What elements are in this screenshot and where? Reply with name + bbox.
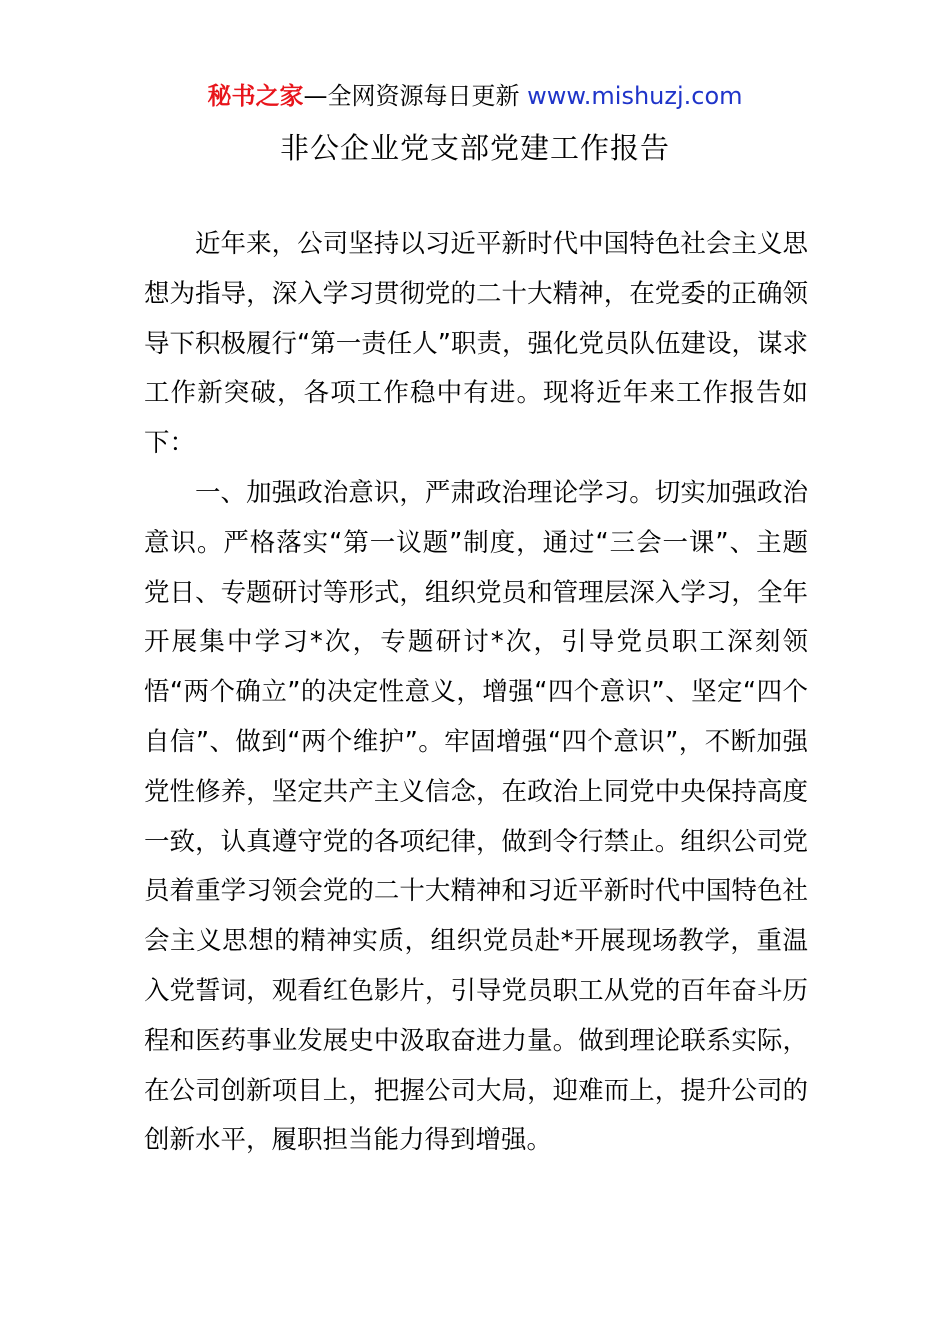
document-body: [144, 220, 808, 1166]
paragraph-intro: 近年来，公司坚持以习近平新时代中国特色社会主义思想为指导，深入学习贯彻党的二十大精神，在党委的正确领导下积极履行“第一责任人”职责，强化党员队伍建设，谋求工作新突破，各项工作稳中有进。现将近年来工作报告如下：: [144, 229, 808, 459]
site-header: [0, 80, 950, 112]
site-tagline: —全网资源每日更新: [303, 82, 528, 110]
document-title: 非公企业党支部党建工作报告: [279, 131, 670, 165]
paragraph-section-one: 一、加强政治意识，严肃政治理论学习。切实加强政治意识。严格落实“第一议题”制度，通过“三会一课”、主题党日、专题研讨等形式，组织党员和管理层深入学习，全年开展集中学习*次，专题研讨*次，引导党员职工深刻领悟“两个确立”的决定性意义，增强“四个意识”、坚定“四个自信”、做到“两个维护”。牢固增强“四个意识”，不断加强党性修养，坚定共产主义信念，在政治上同党中央保持高度一致，认真遵守党的各项纪律，做到令行禁止。组织公司党员着重学习领会党的二十大精神和习近平新时代中国特色社会主义思想的精神实质，组织党员赴*开展现场教学，重温入党誓词，观看红色影片，引导党员职工从党的百年奋斗历程和医药事业发展史中汲取奋进力量。做到理论联系实际，在公司创新项目上，把握公司大局，迎难而上，提升公司的创新水平，履职担当能力得到增强。: [144, 477, 808, 1156]
site-url-link[interactable]: www.mishuzj.com: [527, 82, 743, 110]
site-brand: 秘书之家: [207, 82, 304, 110]
